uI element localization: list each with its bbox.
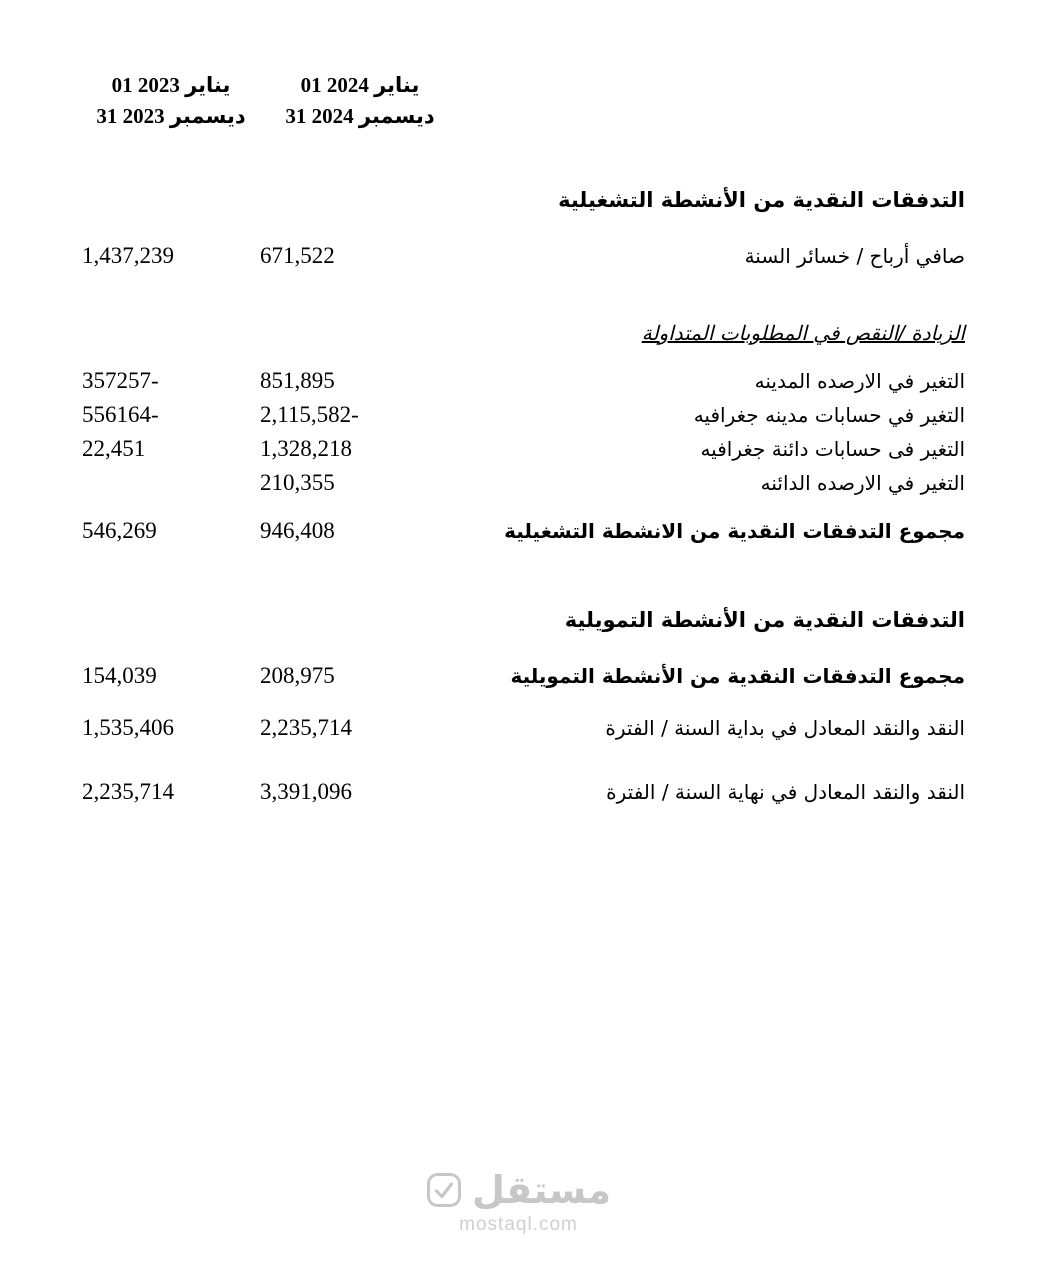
period-column-2024 <box>260 70 460 132</box>
operating-change-rows <box>82 364 965 500</box>
value-2023: 546,269 <box>82 518 157 543</box>
watermark-row <box>0 1168 1037 1212</box>
value-2023: 556164- <box>82 402 159 427</box>
row-label: مجموع التدفقات النقدية من الانشطة التشغيلية <box>504 519 965 543</box>
value-2024: 208,975 <box>260 663 335 688</box>
value-2023: 1,535,406 <box>82 715 174 740</box>
row-change-debit-balances <box>82 364 965 398</box>
row-label: النقد والنقد المعادل في نهاية السنة / الفترة <box>606 780 965 804</box>
period-2023-start: 01 يناير 2023 <box>111 73 231 97</box>
operating-section-heading: التدفقات النقدية من الأنشطة التشغيلية <box>558 188 965 212</box>
row-cash-ending <box>82 775 965 809</box>
row-label: التغير في الارصده الدائنه <box>760 471 965 495</box>
value-2024: 1,328,218 <box>260 436 352 461</box>
financing-section-heading: التدفقات النقدية من الأنشطة التمويلية <box>564 608 965 632</box>
row-label: التغير في الارصده المدينه <box>754 369 965 393</box>
current-liabilities-subheading: الزيادة /النقص في المطلوبات المتداولة <box>641 321 965 345</box>
value-2024: 946,408 <box>260 518 335 543</box>
watermark-domain: mostaql.com <box>459 1214 578 1235</box>
period-header <box>82 70 965 132</box>
row-net-profit <box>82 239 965 273</box>
row-total-operating <box>82 514 965 548</box>
value-2023: 1,437,239 <box>82 243 174 268</box>
row-change-credit-balances <box>82 466 965 500</box>
row-label: مجموع التدفقات النقدية من الأنشطة التمويلية <box>510 664 965 688</box>
row-label: التغير في حسابات مدينه جغرافيه <box>693 403 965 427</box>
row-label: النقد والنقد المعادل في بداية السنة / الفترة <box>605 716 965 740</box>
row-label: التغير فى حسابات دائنة جغرافيه <box>700 437 965 461</box>
value-2024: 671,522 <box>260 243 335 268</box>
row-change-debit-accounts <box>82 398 965 432</box>
period-2023-end: 31 ديسمبر 2023 <box>96 104 246 128</box>
value-2024: 2,115,582- <box>260 402 359 427</box>
mostaql-watermark <box>0 1168 1037 1236</box>
value-2023: 2,235,714 <box>82 779 174 804</box>
value-2024: 3,391,096 <box>260 779 352 804</box>
watermark-brand: مستقل <box>472 1168 611 1212</box>
period-column-2023 <box>82 70 260 132</box>
value-2023: 357257- <box>82 368 159 393</box>
value-2024: 851,895 <box>260 368 335 393</box>
row-change-credit-accounts <box>82 432 965 466</box>
value-2023: 154,039 <box>82 663 157 688</box>
period-2024-end: 31 ديسمبر 2024 <box>285 104 435 128</box>
value-2024: 210,355 <box>260 470 335 495</box>
row-label: صافي أرباح / خسائر السنة <box>744 244 965 268</box>
period-2024-start: 01 يناير 2024 <box>300 73 420 97</box>
row-total-financing <box>82 659 965 693</box>
row-cash-beginning <box>82 711 965 745</box>
value-2024: 2,235,714 <box>260 715 352 740</box>
mostaql-logo-icon <box>426 1172 462 1208</box>
value-2023: 22,451 <box>82 436 146 461</box>
